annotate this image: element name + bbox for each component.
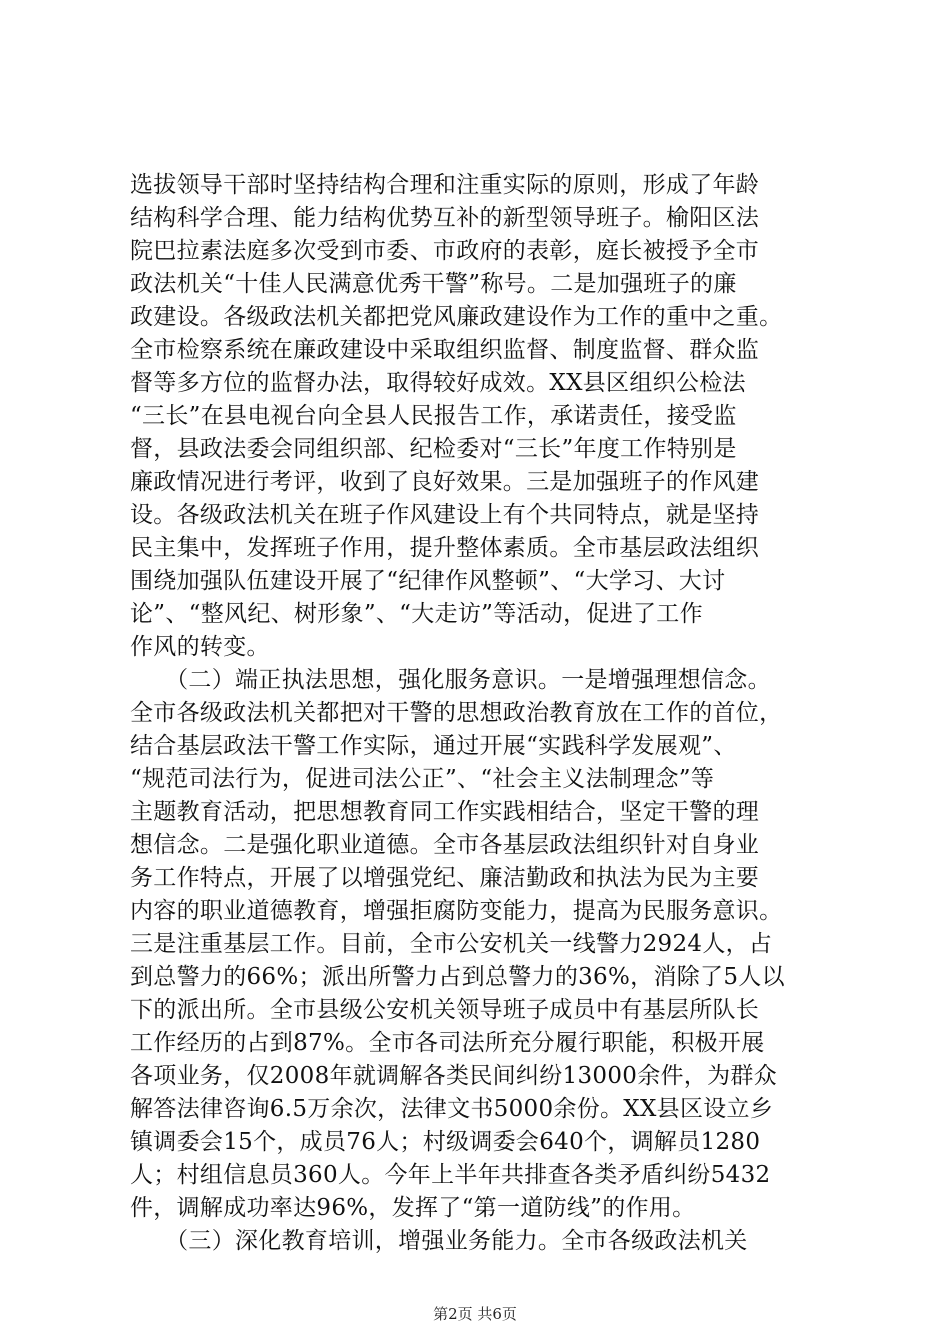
text-line: 督，县政法委会同组织部、纪检委对“三长”年度工作特别是 [130,436,737,462]
text-line: 务工作特点，开展了以增强党纪、廉洁勤政和执法为民为主要 [130,865,760,891]
text-line: （三）深化教育培训，增强业务能力。全市各级政法机关 [130,1228,748,1254]
text-line: “三长”在县电视台向全县人民报告工作，承诺责任，接受监 [130,403,737,429]
text-line: 工作经历的占到87%。全市各司法所充分履行职能，积极开展 [130,1030,765,1056]
text-line: 作风的转变。 [130,634,270,660]
text-line: 解答法律咨询6.5万余次，法律文书5000余份。XX县区设立乡 [130,1096,774,1122]
text-line: 到总警力的66%；派出所警力占到总警力的36%，消除了5人以 [130,964,785,990]
text-line: 论”、“整风纪、树形象”、“大走访”等活动，促进了工作 [130,601,703,627]
text-line: 全市各级政法机关都把对干警的思想政治教育放在工作的首位， [130,700,783,726]
text-line: 三是注重基层工作。目前，全市公安机关一线警力2924人，占 [130,931,773,957]
text-line: 结构科学合理、能力结构优势互补的新型领导班子。榆阳区法 [130,205,760,231]
text-line: 各项业务，仅2008年就调解各类民间纠纷13000余件，为群众 [130,1063,777,1089]
text-line: 想信念。二是强化职业道德。全市各基层政法组织针对自身业 [130,832,760,858]
text-line: 主题教育活动，把思想教育同工作实践相结合，坚定干警的理 [130,799,760,825]
text-line: 内容的职业道德教育，增强拒腐防变能力，提高为民服务意识。 [130,898,783,924]
text-line: 全市检察系统在廉政建设中采取组织监督、制度监督、群众监 [130,337,760,363]
text-line: “规范司法行为，促进司法公正”、“社会主义法制理念”等 [130,766,715,792]
text-line: （二）端正执法思想，强化服务意识。一是增强理想信念。 [130,667,771,693]
text-line: 院巴拉素法庭多次受到市委、市政府的表彰，庭长被授予全市 [130,238,760,264]
text-line: 廉政情况进行考评，收到了良好效果。三是加强班子的作风建 [130,469,760,495]
text-line: 民主集中，发挥班子作用，提升整体素质。全市基层政法组织 [130,535,760,561]
text-line: 督等多方位的监督办法，取得较好成效。XX县区组织公检法 [130,370,746,396]
text-line: 镇调委会15个，成员76人；村级调委会640个，调解员1280 [130,1129,761,1155]
text-line: 人；村组信息员360人。今年上半年共排查各类矛盾纠纷5432 [130,1162,771,1188]
text-line: 结合基层政法干警工作实际，通过开展“实践科学发展观”、 [130,733,737,759]
text-line: 政建设。各级政法机关都把党风廉政建设作为工作的重中之重。 [130,304,783,330]
text-line: 围绕加强队伍建设开展了“纪律作风整顿”、“大学习、大讨 [130,568,726,594]
text-line: 选拔领导干部时坚持结构合理和注重实际的原则，形成了年龄 [130,172,760,198]
text-line: 政法机关“十佳人民满意优秀干警”称号。二是加强班子的廉 [130,271,737,297]
text-line: 下的派出所。全市县级公安机关领导班子成员中有基层所队长 [130,997,760,1023]
body-text [130,169,830,1258]
text-line: 设。各级政法机关在班子作风建设上有个共同特点，就是坚持 [130,502,760,528]
page-footer: 第2页 共6页 [433,1305,517,1323]
text-line: 件，调解成功率达96%，发挥了“第一道防线”的作用。 [130,1195,696,1221]
